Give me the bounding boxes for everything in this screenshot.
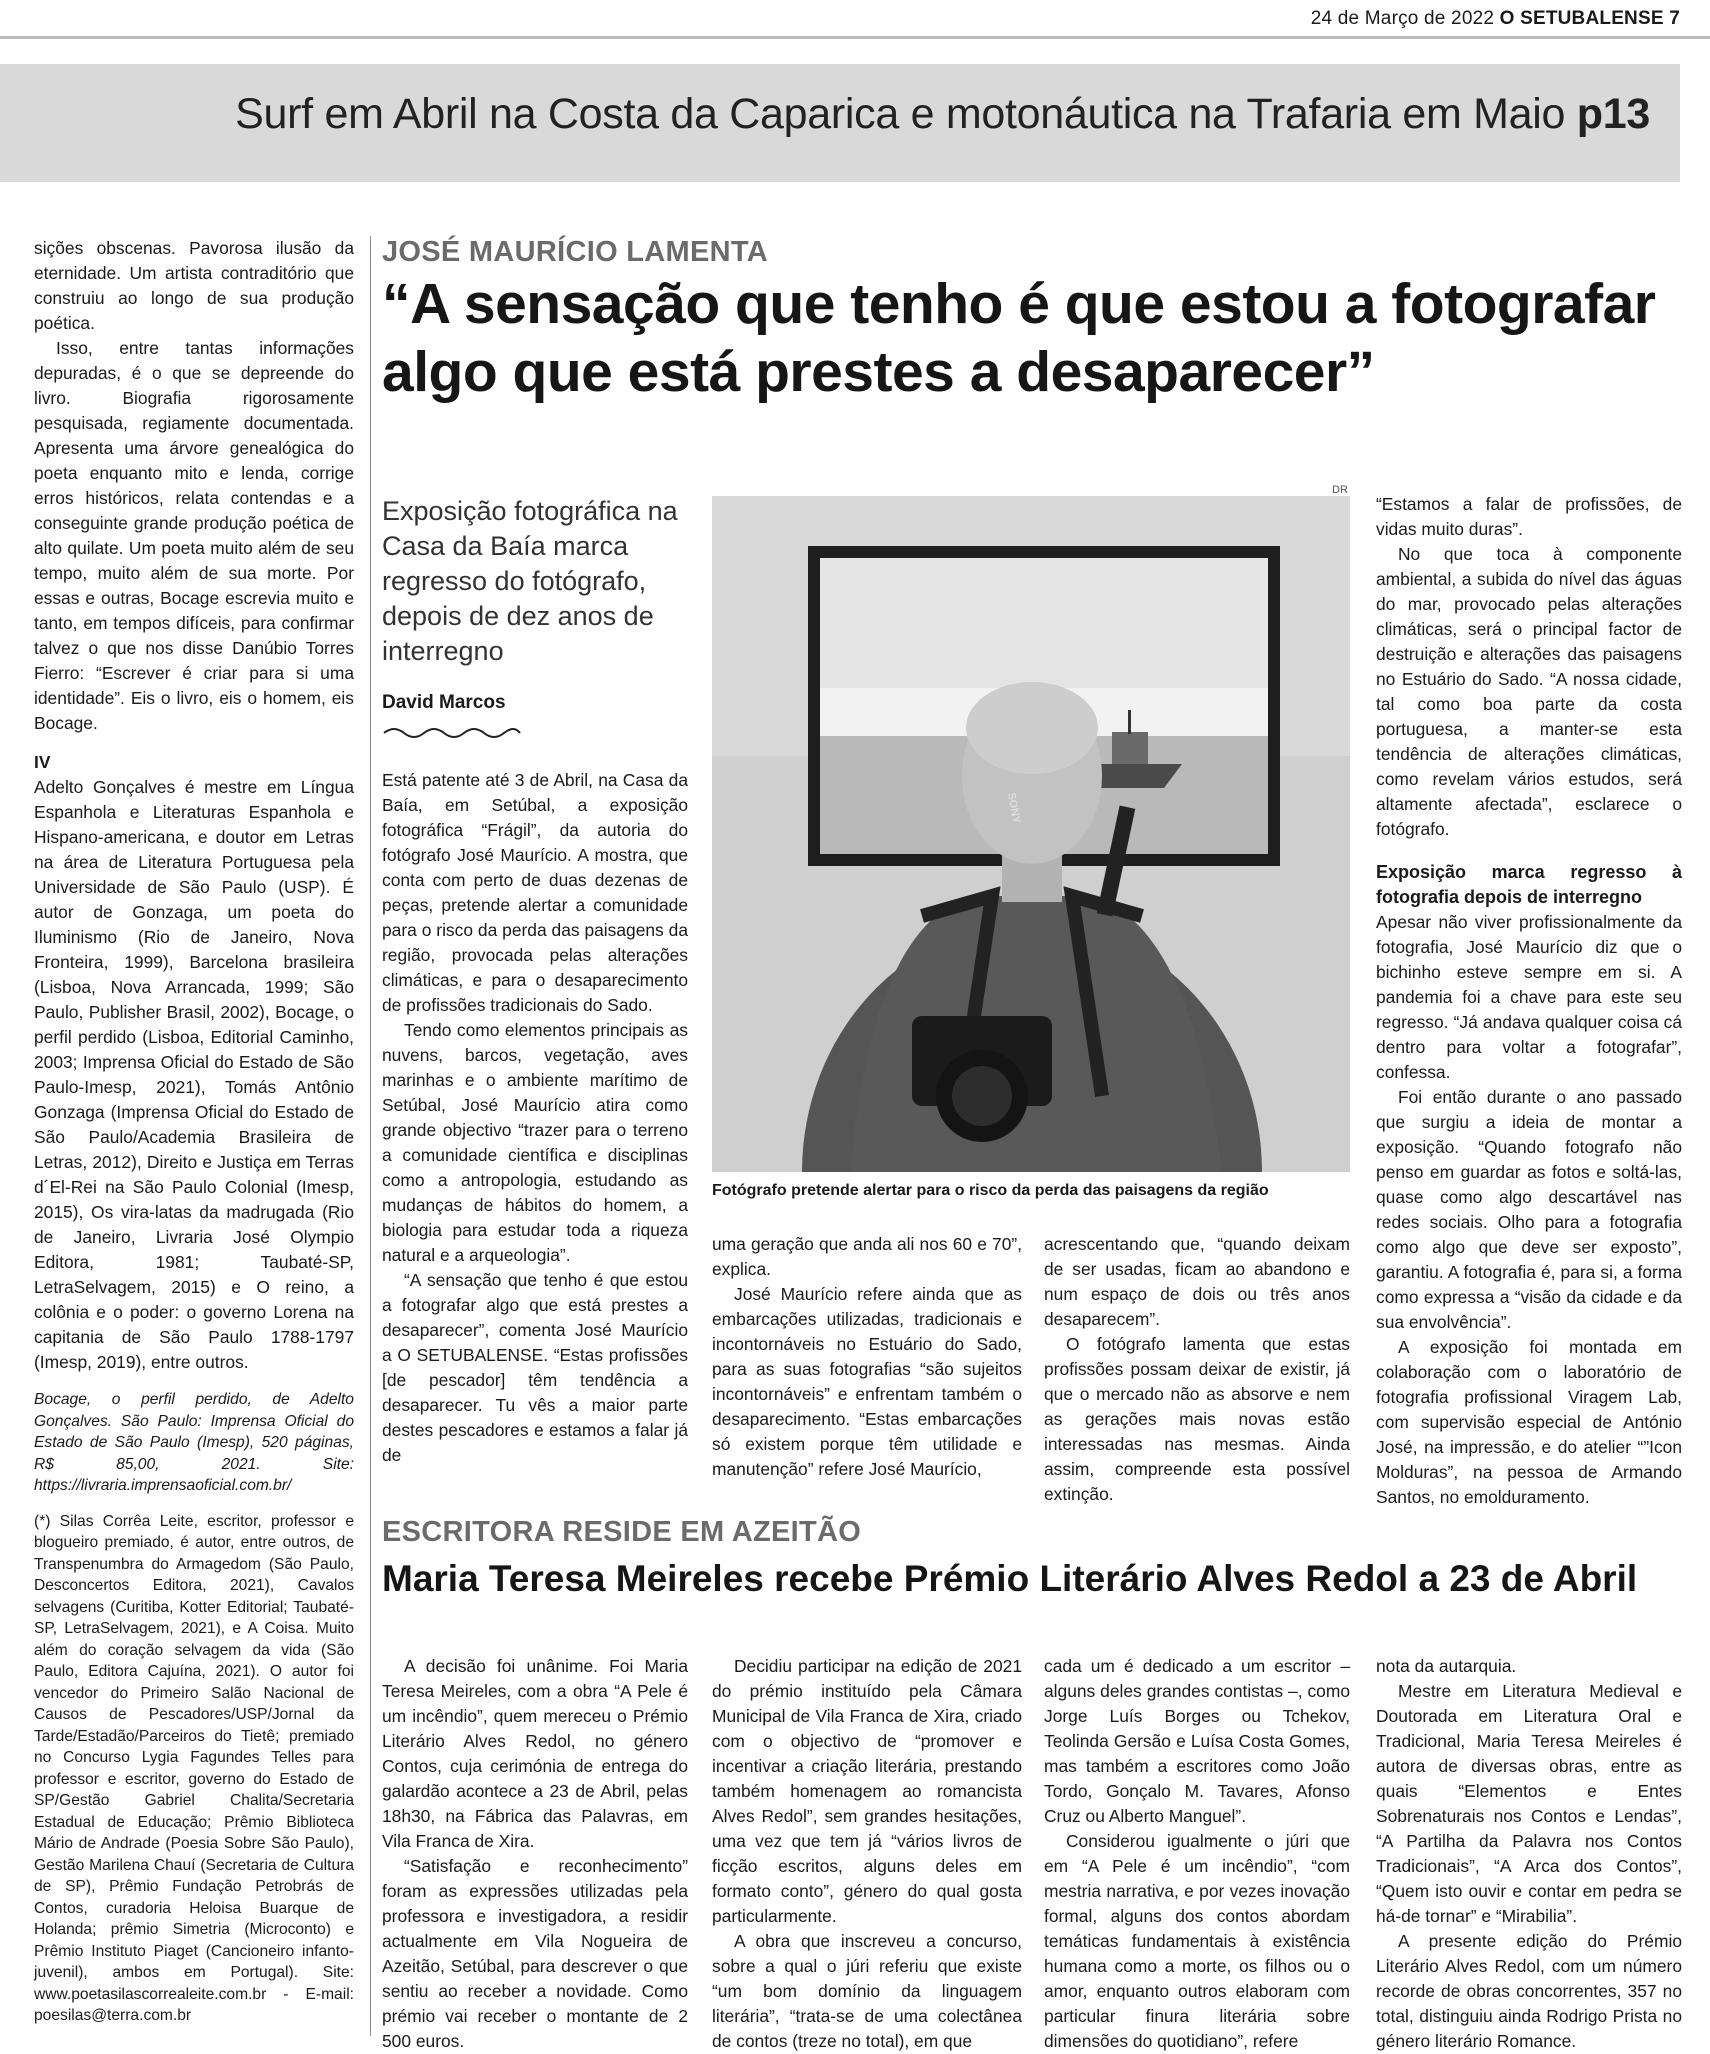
article1-para: A exposição foi montada em colaboração com o laboratório de fotografia profissional Viragem Lab, com supervisão especial de António José, na impressão, e do atelier “”Icon Molduras”, na pessoa de Armando Santos, no emolduramento. bbox=[1376, 1337, 1682, 1507]
teaser-text: Surf em Abril na Costa da Caparica e motonáutica na Trafaria em Maio bbox=[235, 90, 1566, 138]
article2-col4 bbox=[1376, 1654, 1682, 2054]
newspaper-name: O SETUBALENSE bbox=[1499, 8, 1664, 29]
issue-date: 24 de Março de 2022 bbox=[1310, 8, 1495, 29]
article1-headline-line1: “A sensação que tenho é que estou a fotografar bbox=[382, 272, 1656, 336]
article2-para: Decidiu participar na edição de 2021 do prémio instituído pela Câmara Municipal de Vila Franca de Xira, criado com o objectivo de “promover e incentivar a criação literária, prestando também homenagem ao romancista Alves Redol”, sem grandes hesitações, uma vez que tem já “vários livros de ficção escritos, alguns deles em formato conto”, género do qual gosta particularmente. bbox=[712, 1656, 1022, 1926]
article2-para: A presente edição do Prémio Literário Alves Redol, com um número recorde de obras concorrentes, 357 no total, distinguiu ainda Rodrigo Prista no género literário Romance. bbox=[1376, 1931, 1682, 2051]
article1-col4 bbox=[1376, 492, 1682, 1510]
article2-para: A decisão foi unânime. Foi Maria Teresa Meireles, com a obra “A Pele é um incêndio”, quem mereceu o Prémio Literário Alves Redol, no género Contos, cuja cerimónia de entrega do galardão acontece a 23 de Abril, pelas 18h30, na Fábrica das Palavras, em Vila Franca de Xira. bbox=[382, 1656, 688, 1851]
section-marker: IV bbox=[34, 752, 51, 772]
article1-kicker: JOSÉ MAURÍCIO LAMENTA bbox=[382, 236, 768, 268]
article1-para: No que toca à componente ambiental, a subida do nível das águas do mar, provocado pelas alterações climáticas, será o principal factor de destruição e alterações das paisagens no Estuário do Sado. “A nossa cidade, tal como boa parte da costa portuguesa, a manter-se esta tendência de alterações climáticas, como revelam vários estudos, será altamente afectada”, esclarece o fotógrafo. bbox=[1376, 544, 1682, 839]
photo-illustration bbox=[712, 496, 1350, 1172]
article2-col1 bbox=[382, 1654, 688, 2054]
article1-byline: David Marcos bbox=[382, 692, 506, 713]
article1-col1 bbox=[382, 768, 688, 1468]
article2-para: “Satisfação e reconhecimento” foram as expressões utilizadas pela professora e investigadora, a residir actualmente em Vila Nogueira de Azeitão, Setúbal, para descrever o que sentiu ao receber a novidade. Como prémio vai receber o montante de 2 500 euros. bbox=[382, 1856, 688, 2051]
article1-para: Apesar não viver profissionalmente da fotografia, José Maurício diz que o bichinho esteve sempre em si. A pandemia foi a chave para este seu regresso. “Já andava qualquer coisa cá dentro para voltar a fotografar”, confessa. bbox=[1376, 912, 1682, 1082]
page-folio bbox=[1311, 8, 1680, 30]
byline-ornament bbox=[382, 724, 522, 742]
teaser-page-ref: p13 bbox=[1576, 90, 1650, 138]
article1-para: José Maurício refere ainda que as embarcações utilizadas, tradicionais e incontornáveis no Estuário do Sado, para as suas fotografias “são sujeitos incontornáveis” e enfrentam também o desaparecimento. “Estas embarcações só existem porque têm utilidade e manutenção” refere José Maurício, bbox=[712, 1284, 1022, 1479]
book-reference: Bocage, o perfil perdido, de Adelto Gonçalves. São Paulo: Imprensa Oficial do Estado de São Paulo (Imesp), 520 páginas, R$ 85,00, 2021. Site: https://livraria.imprensaoficial.com.br/ bbox=[34, 1391, 354, 1494]
column-divider bbox=[370, 236, 371, 2036]
photo-caption: Fotógrafo pretende alertar para o risco da perda das paisagens da região bbox=[712, 1182, 1269, 1199]
article2-col3 bbox=[1044, 1654, 1350, 2054]
article1-para: O fotógrafo lamenta que estas profissões possam deixar de existir, já que o mercado não as absorve e nem as gerações mais novas estão interessadas nas mesmas. Ainda assim, compreende esta possível extinção. bbox=[1044, 1334, 1350, 1504]
article2-para: cada um é dedicado a um escritor – alguns deles grandes contistas –, como Jorge Luís Borges ou Tchekov, Teolinda Gersão e Luísa Costa Gomes, mas também a escritores como João Tordo, Gonçalo M. Tavares, Afonso Cruz ou Alberto Manguel”. bbox=[1044, 1656, 1350, 1826]
article2-para: Mestre em Literatura Medieval e Doutorada em Literatura Oral e Tradicional, Maria Teresa Meireles é autora de diversas obras, entre as quais “Elementos e Entes Sobrenaturais nos Contos e Lendas”, “A Partilha da Palavra nos Contos Tradicionais”, “A Arca dos Contos”, “Quem isto ouvir e contar em pedra se há-de tornar” e “Mirabilia”. bbox=[1376, 1681, 1682, 1926]
article1-para: uma geração que anda ali nos 60 e 70”, explica. bbox=[712, 1234, 1022, 1279]
article1-headline-line2: algo que está prestes a desaparecer” bbox=[382, 340, 1375, 404]
camera-strap-brand: SONY bbox=[1004, 791, 1023, 825]
article1-standfirst: Exposição fotográfica na Casa da Baía marca regresso do fotógrafo, depois de dez anos de interregno bbox=[382, 496, 678, 666]
left-column bbox=[34, 236, 354, 2027]
article2-para: A obra que inscreveu a concurso, sobre a qual o júri referiu que existe “um bom domínio da linguagem literária”, “trata-se de uma colectânea de contos (treze no total), em que bbox=[712, 1931, 1022, 2051]
article1-para: acrescentando que, “quando deixam de ser usadas, ficam ao abandono e num espaço de dois ou três anos desaparecem”. bbox=[1044, 1234, 1350, 1329]
left-para: Isso, entre tantas informações depuradas, é o que se depreende do livro. Biografia rigorosamente pesquisada, regiamente documentada. Apresenta uma árvore genealógica do poeta enquanto mito e lenda, corrige erros históricos, relata contendas e a conseguinte grande produção poética de alto quilate. Um poeta muito além de seu tempo, muito além de sua morte. Por essas e outras, Bocage escrevia muito e tanto, em tempos difíceis, para confirmar talvez o que nos disse Danúbio Torres Fierro: “Escrever é criar para si uma identidade”. Eis o livro, eis o homem, eis Bocage. bbox=[34, 338, 354, 733]
teaser-banner[interactable] bbox=[0, 64, 1680, 182]
photo-credit: DR bbox=[1332, 484, 1348, 496]
author-bio: Adelto Gonçalves é mestre em Língua Espanhola e Literaturas Espanhola e Hispano-americana, e doutor em Letras na área de Literatura Portuguesa pela Universidade de São Paulo (USP). É autor de Gonzaga, um poeta do Iluminismo (Rio de Janeiro, Nova Fronteira, 1999), Barcelona brasileira (Lisboa, Nova Arrancada, 1999; São Paulo, Publisher Brasil, 2002), Bocage, o perfil perdido (Lisboa, Editorial Caminho, 2003; Imprensa Oficial do Estado de São Paulo-Imesp, 2021), Tomás Antônio Gonzaga (Imprensa Oficial do Estado de São Paulo/Academia Brasileira de Letras, 2012), Direito e Justiça em Terras d´El-Rei na São Paulo Colonial (Imesp, 2015), Os vira-latas da madrugada (Rio de Janeiro, Livraria José Olympio Editora, 1981; Taubaté-SP, LetraSelvagem, 2015) e O reino, a colônia e o poder: o governo Lorena na capitania de São Paulo 1788-1797 (Imesp, 2019), entre outros. bbox=[34, 777, 354, 1372]
article2-para: Considerou igualmente o júri que em “A Pele é um incêndio”, “com mestria narrativa, e por vezes inovação formal, alguns dos contos abordam temáticas fundamentais à existência humana como a morte, os filhos ou o amor, enquanto outros elaboram com particular finura literária sobre dimensões do quotidiano”, refere bbox=[1044, 1831, 1350, 2051]
article2-headline: Maria Teresa Meireles recebe Prémio Literário Alves Redol a 23 de Abril bbox=[382, 1558, 1638, 1599]
article1-para: Está patente até 3 de Abril, na Casa da Baía, em Setúbal, a exposição fotográfica “Frágil”, da autoria do fotógrafo José Maurício. A mostra, que conta com perto de duas dezenas de peças, pretende alertar a comunidade para o risco da perda das paisagens da região, provocada pelas alterações climáticas, e para o desaparecimento de profissões tradicionais do Sado. bbox=[382, 770, 688, 1015]
article1-para: “A sensação que tenho é que estou a fotografar algo que está prestes a desaparecer”, comenta José Maurício a O SETUBALENSE. “Estas profissões [de pescador] têm tendência a desaparecer. Tu vês a maior parte destes pescadores e estamos a falar já de bbox=[382, 1270, 688, 1465]
article1-subhead: Exposição marca regresso à fotografia depois de interregno bbox=[1376, 862, 1682, 907]
article2-kicker: ESCRITORA RESIDE EM AZEITÃO bbox=[382, 1516, 862, 1548]
article2-para: nota da autarquia. bbox=[1376, 1656, 1517, 1676]
article1-para: Tendo como elementos principais as nuvens, barcos, vegetação, aves marinhas e o ambiente marítimo de Setúbal, José Maurício atira como grande objectivo “trazer para o terreno a comunidade científica e disciplinas como a antropologia, estudando as mudanças de hábitos do homem, a biologia para estudar toda a riqueza natural e a arqueologia”. bbox=[382, 1020, 688, 1265]
left-para: sições obscenas. Pavorosa ilusão da eternidade. Um artista contraditório que construiu ao longo de sua produção poética. bbox=[34, 238, 354, 333]
header-rule bbox=[0, 36, 1710, 39]
article2-col2 bbox=[712, 1654, 1022, 2054]
article1-col2 bbox=[712, 1232, 1022, 1482]
article1-col3 bbox=[1044, 1232, 1350, 1507]
article-photo[interactable] bbox=[712, 496, 1350, 1172]
article1-para: Foi então durante o ano passado que surgiu a ideia de montar a exposição. “Quando fotografo não penso em guardar as fotos e soltá-las, quase como algo descartável nas redes sociais. Olho para a fotografia como algo que deve ser exposto”, garantiu. A fotografia é, para si, a forma como expressa a “visão da cidade e da sua envolvência”. bbox=[1376, 1087, 1682, 1332]
article1-para: “Estamos a falar de profissões, de vidas muito duras”. bbox=[1376, 494, 1682, 539]
page-number: 7 bbox=[1669, 8, 1680, 29]
author-footnote: (*) Silas Corrêa Leite, escritor, professor e blogueiro premiado, é autor, entre outros, de Transpenumbra do Armagedom (São Paulo, Desconcertos Editora, 2021), Cavalos selvagens (Curitiba, Kotter Editorial; Taubaté-SP, LetraSelvagem, 2021), e A Coisa. Muito além do coração selvagem da vida (São Paulo, Editora Cajuína, 2021). O autor foi vencedor do Primeiro Salão Nacional de Causos de Pescadores/USP/Jornal da Tarde/Estadão/Parceiros do Tietê; premiado no Concurso Lygia Fagundes Telles para professor e escritor, governo do Estado de SP/Gestão Gabriel Chalita/Secretaria Estadual de Educação; Prêmio Biblioteca Mário de Andrade (Poesia Sobre São Paulo), Gestão Marilena Chauí (Secretaria de Cultura de SP), Prêmio Fundação Petrobrás de Contos, curadoria Heloisa Buarque de Holanda; prêmio Simetria (Microconto) e Prêmio Instituto Piaget (Cancioneiro infanto-juvenil), ambos em Portugal). Site: www.poetasilascorrealeite.com.br - E-mail: poesilas@terra.com.br bbox=[34, 1512, 354, 2024]
